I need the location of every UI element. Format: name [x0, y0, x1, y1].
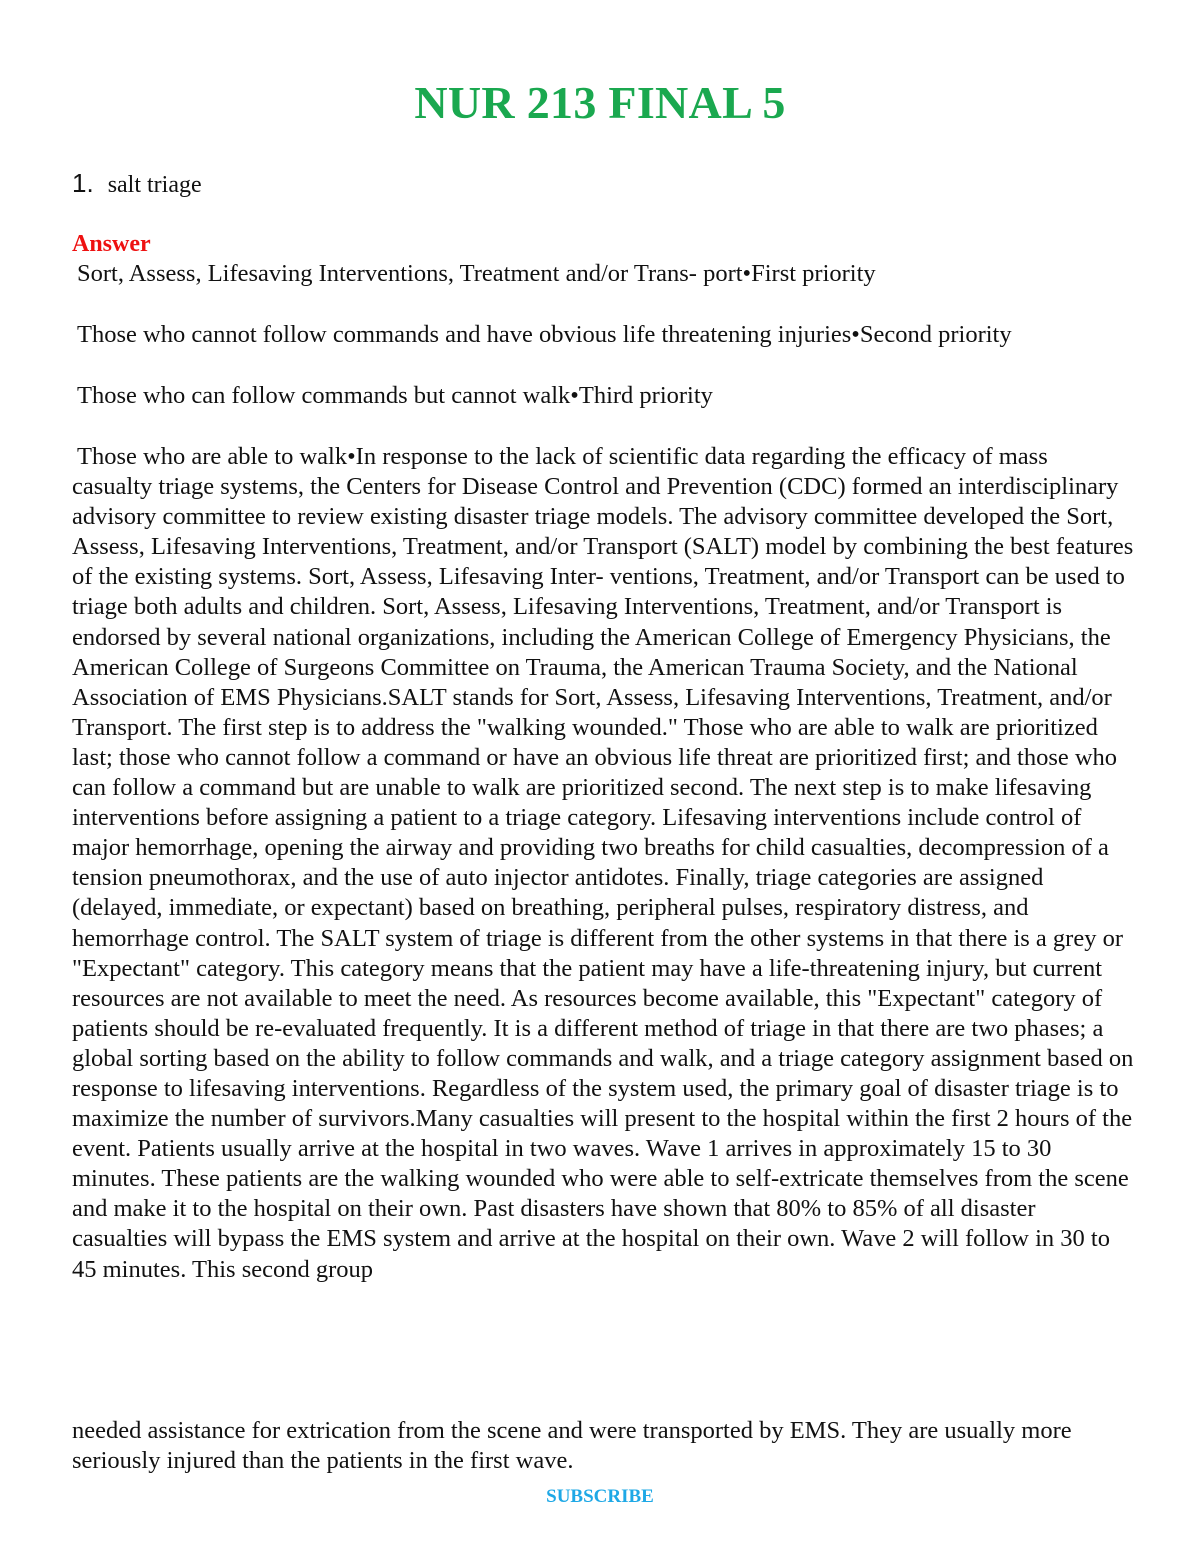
answer-line-third-priority: Those who can follow commands but cannot walk•Third priority [77, 382, 713, 409]
question-text: salt triage [107, 172, 202, 198]
answer-line-second-priority: Those who cannot follow commands and have obvious life threatening injuries•Second priority [77, 321, 1012, 348]
subscribe-link[interactable]: SUBSCRIBE [546, 1486, 654, 1507]
answer-line-first-priority: Sort, Assess, Lifesaving Interventions, Treatment and/or Trans- port•First priority [77, 260, 876, 287]
answer-label: Answer [72, 231, 151, 257]
question-number: 1. [72, 168, 94, 198]
answer-paragraph-text: Those who are able to walk•In response to the lack of scientific data regarding the efficacy of mass casualty triage systems, the Centers for Disease Control and Prevention (CDC) formed an interdisciplinary advisory committee to review existing disaster triage models. The advisory committee developed the Sort, Assess, Lifesaving Interventions, Treatment, and/or Transport (SALT) model by combining the best features of the existing systems. Sort, Assess, Lifesaving Inter- ventions, Treatment, and/or Transport can be used to triage both adults and children. Sort, Assess, Lifesaving Interventions, Treatment, and/or Transport is endorsed by several national organizations, including the American College of Emergency Physicians, the American College of Surgeons Committee on Trauma, the American Trauma Society, and the National Association of EMS Physicians.SALT stands for Sort, Assess, Lifesaving Interventions, Treatment, and/or Transport. The first step is to address the "walking wounded." Those who are able to walk are prioritized last; those who cannot follow a command or have an obvious life threat are prioritized first; and those who can follow a command but are unable to walk are prioritized second. The next step is to make lifesaving interventions before assigning a patient to a triage category. Lifesaving interventions include control of major hemorrhage, opening the airway and providing two breaths for child casualties, decompression of a tension pneumothorax, and the use of auto injector antidotes. Finally, triage categories are assigned (delayed, immediate, or expectant) based on breathing, peripheral pulses, respiratory distress, and hemorrhage control. The SALT system of triage is different from the other systems in that there is a grey or "Expectant" category. This category means that the patient may have a life-threatening injury, but current resources are not available to meet the need. As resources become available, this "Expectant" category of patients should be re-evaluated frequently. It is a different method of triage in that there are two phases; a global sorting based on the ability to follow commands and walk, and a triage category assignment based on response to lifesaving interventions. Regardless of the system used, the primary goal of disaster triage is to maximize the number of survivors.Many casualties will present to the hospital within the first 2 hours of the event. Patients usually arrive at the hospital in two waves. Wave 1 arrives in approximately 15 to 30 minutes. These patients are the walking wounded who were able to self-extricate themselves from the scene and make it to the hospital on their own. Past disasters have shown that 80% to 85% of all disaster casualties will bypass the EMS system and arrive at the hospital on their own. Wave 2 will follow in 30 to 45 minutes. This second group [72, 443, 1134, 1283]
continuation-paragraph: needed assistance for extrication from the scene and were transported by EMS. They are usually more seriously injured than the patients in the first wave. [72, 1417, 1072, 1475]
answer-paragraph [72, 442, 1134, 1285]
question-item [72, 168, 202, 199]
page-title: NUR 213 FINAL 5 [414, 77, 786, 128]
